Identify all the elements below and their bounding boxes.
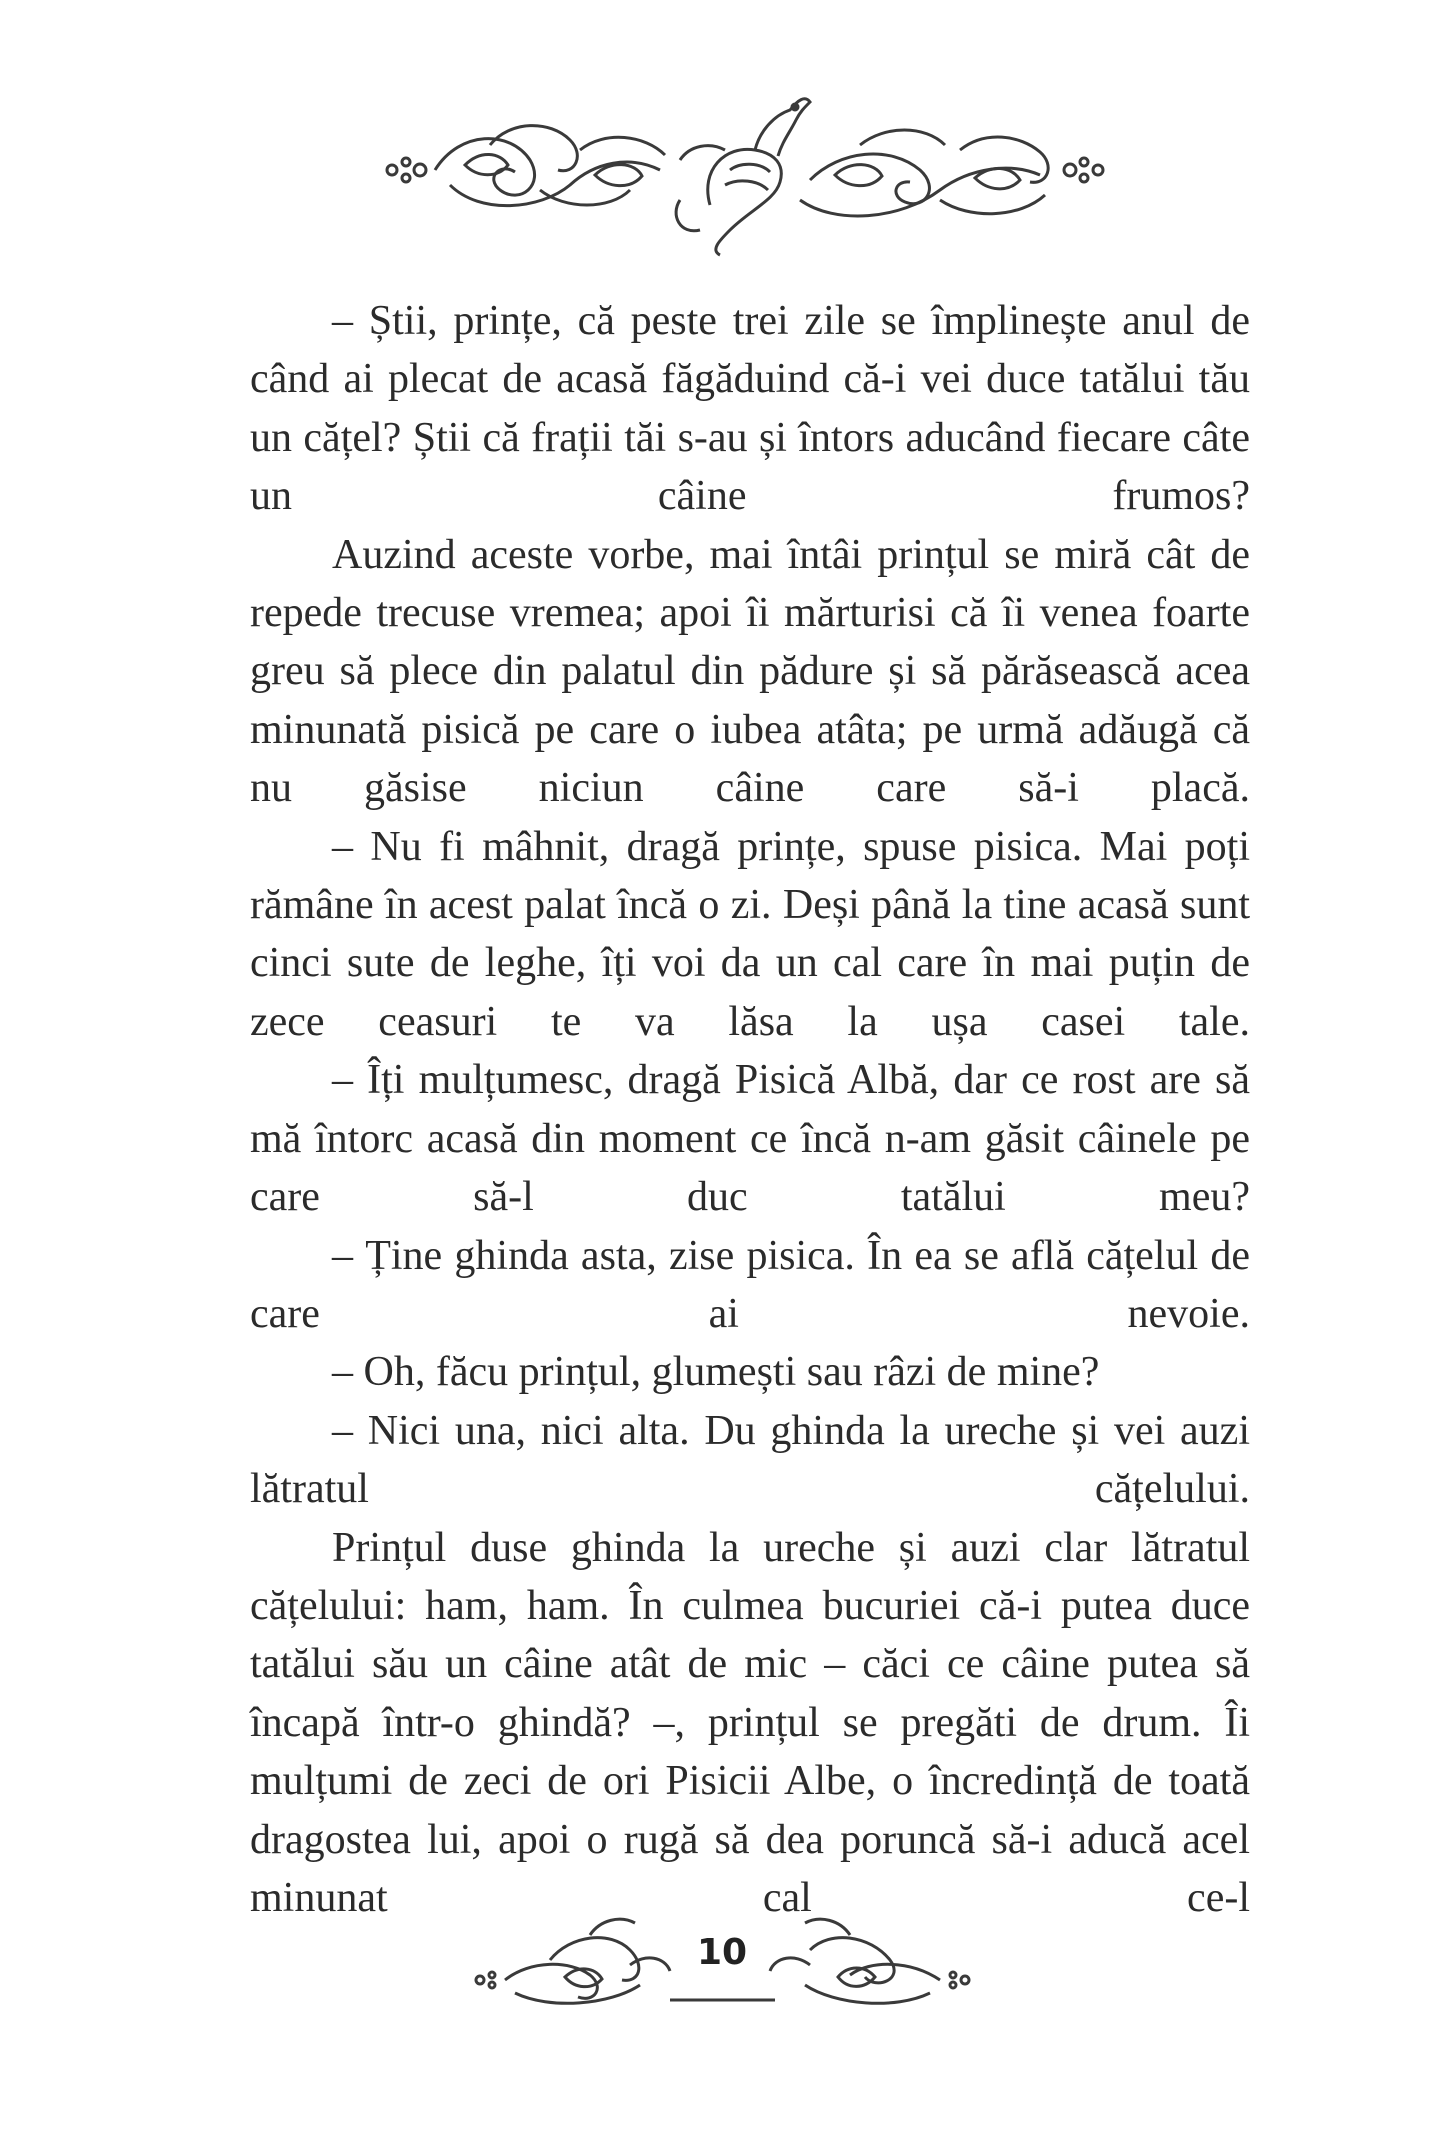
story-text (250, 292, 1250, 1927)
paragraph: – Oh, făcu prințul, glumești sau râzi de mine? (332, 1349, 1100, 1396)
floral-bird-ornament-icon (380, 90, 1110, 260)
paragraph: – Ține ghinda asta, zise pisica. În ea se află cățelul de care ai nevoie. (250, 1232, 1250, 1337)
paragraph: Auzind aceste vorbe, mai întâi prințul se miră cât de repede trecuse vremea; apoi îi mărturisi că îi venea foarte greu să plece din palatul din pădure și să părăsească acea minunată pisică pe care o iubea atâta; pe urmă adăugă că nu găsise niciun câine care să-i placă. (250, 531, 1250, 812)
paragraph: – Îți mulțumesc, dragă Pisică Albă, dar ce rost are să mă întorc acasă din moment ce încă n-am găsit câinele pe care să-l duc tatălui meu? (250, 1057, 1250, 1221)
paragraph: – Știi, prințe, că peste trei zile se împlinește anul de când ai plecat de acasă făgăduind că-i vei duce tatălui tău un cățel? Știi că frații tăi s-au și întors aducând fiecare câte un câine frumos? (250, 298, 1250, 520)
paragraph: – Nici una, nici alta. Du ghinda la ureche și vei auzi lătratul cățelului. (250, 1407, 1250, 1513)
paragraph: – Nu fi mâhnit, dragă prințe, spuse pisica. Mai poți rămâne în acest palat încă o zi. Deși până la tine acasă sunt cinci sute de leghe, îți voi da un cal care în mai puțin de zece ceasuri te va lăsa la ușa casei tale. (250, 823, 1250, 1045)
paragraph: Prințul duse ghinda la ureche și auzi clar lătratul cățelului: ham, ham. În culmea bucuriei că-i putea duce tatălui său un câine atât de mic – căci ce câine putea să încapă într-o ghindă? –, prințul se pregăti de drum. Îi mulțumi de zeci de ori Pisicii Albe, o încredință de toată dragostea lui, apoi o rugă să dea poruncă să-i aducă acel minunat cal ce-l (250, 1524, 1250, 1921)
page-number: 10 (696, 1932, 748, 1973)
